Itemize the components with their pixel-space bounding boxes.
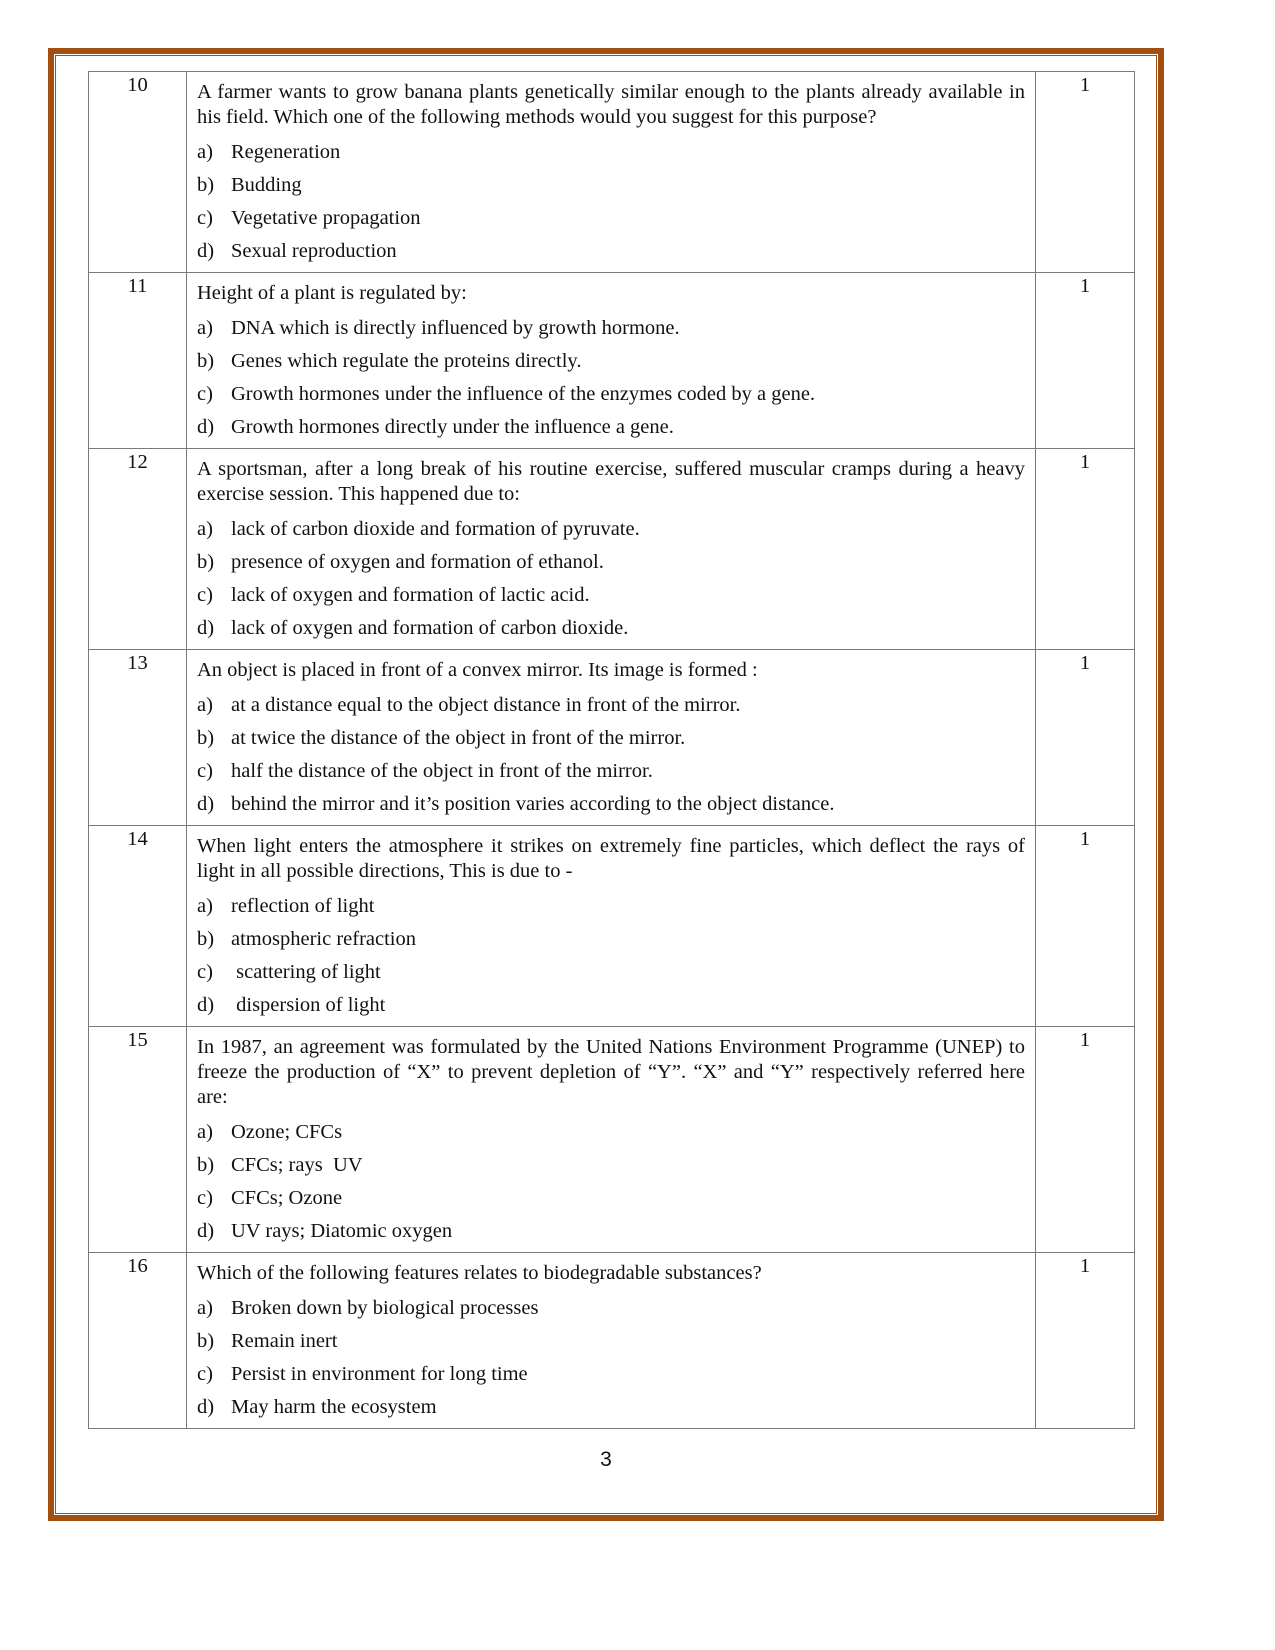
answer-option [197,169,1025,202]
answer-option [197,1215,1025,1248]
answer-option [197,411,1025,444]
question-number: 11 [89,273,187,449]
answer-option [197,546,1025,579]
answer-option [197,788,1025,821]
option-text: lack of oxygen and formation of carbon dioxide. [231,617,629,639]
question-number: 15 [89,1027,187,1253]
option-letter: d) [197,240,215,262]
answer-option [197,1325,1025,1358]
option-text: Broken down by biological processes [231,1297,539,1319]
option-letter: a) [197,1121,213,1143]
question-row [89,650,1135,826]
answer-option [197,1116,1025,1149]
question-number: 10 [89,72,187,273]
question-text: A farmer wants to grow banana plants genetically similar enough to the plants already available in his field. Which one of the following methods would you suggest for this purpose? [197,81,1025,128]
question-marks: 1 [1036,826,1135,1027]
option-letter: c) [197,1187,213,1209]
option-text: at twice the distance of the object in front of the mirror. [231,727,686,749]
question-row [89,826,1135,1027]
option-text: Regeneration [231,141,341,163]
question-row [89,1253,1135,1429]
answer-option [197,989,1025,1022]
option-letter: b) [197,174,215,196]
answer-option [197,235,1025,268]
answer-option [197,202,1025,235]
option-letter: c) [197,1363,213,1385]
option-text: Remain inert [231,1330,338,1352]
option-letter: b) [197,1154,215,1176]
option-text: Vegetative propagation [231,207,421,229]
option-text: lack of oxygen and formation of lactic acid. [231,584,590,606]
question-marks: 1 [1036,1253,1135,1429]
answer-option [197,923,1025,956]
option-text: atmospheric refraction [231,928,416,950]
option-letter: a) [197,317,213,339]
answer-option [197,722,1025,755]
question-table [88,71,1135,1429]
question-text: When light enters the atmosphere it strikes on extremely fine particles, which deflect the rays of light in all possible directions, This is due to - [197,835,1025,882]
option-letter: d) [197,994,215,1016]
option-letter: d) [197,1220,215,1242]
question-number: 14 [89,826,187,1027]
option-text: CFCs; rays UV [231,1154,363,1176]
option-letter: c) [197,584,213,606]
option-letter: d) [197,793,215,815]
answer-option [197,1391,1025,1424]
option-text: Growth hormones directly under the influence a gene. [231,416,674,438]
option-letter: c) [197,207,213,229]
option-text: reflection of light [231,895,375,917]
answer-option [197,1182,1025,1215]
answer-option [197,956,1025,989]
question-body [187,1027,1036,1253]
option-text: behind the mirror and it’s position varies according to the object distance. [231,793,835,815]
page-number: 3 [600,1448,612,1471]
option-text: Persist in environment for long time [231,1363,528,1385]
answer-option [197,345,1025,378]
question-marks: 1 [1036,72,1135,273]
option-letter: b) [197,551,215,573]
question-text: Height of a plant is regulated by: [197,282,467,304]
answer-option [197,755,1025,788]
question-marks: 1 [1036,1027,1135,1253]
question-marks: 1 [1036,273,1135,449]
option-letter: b) [197,727,215,749]
answer-option [197,612,1025,645]
answer-option [197,1358,1025,1391]
option-letter: d) [197,617,215,639]
option-text: lack of carbon dioxide and formation of pyruvate. [231,518,640,540]
option-text: at a distance equal to the object distance in front of the mirror. [231,694,741,716]
option-text: half the distance of the object in front of the mirror. [231,760,653,782]
answer-option [197,136,1025,169]
question-row [89,273,1135,449]
option-text: presence of oxygen and formation of ethanol. [231,551,604,573]
option-letter: b) [197,1330,215,1352]
answer-option [197,378,1025,411]
option-text: UV rays; Diatomic oxygen [231,1220,453,1242]
question-body [187,72,1036,273]
question-body [187,650,1036,826]
question-body [187,826,1036,1027]
question-text: Which of the following features relates to biodegradable substances? [197,1262,762,1284]
question-text: A sportsman, after a long break of his routine exercise, suffered muscular cramps during a heavy exercise session. This happened due to: [197,458,1025,505]
question-marks: 1 [1036,650,1135,826]
question-row [89,72,1135,273]
option-letter: c) [197,961,213,983]
option-letter: d) [197,1396,215,1418]
option-letter: a) [197,694,213,716]
question-text: An object is placed in front of a convex mirror. Its image is formed : [197,659,758,681]
option-text: Growth hormones under the influence of the enzymes coded by a gene. [231,383,816,405]
option-text: Sexual reproduction [231,240,397,262]
option-text: Budding [231,174,302,196]
option-text: Genes which regulate the proteins directly. [231,350,582,372]
option-text: CFCs; Ozone [231,1187,343,1209]
option-letter: a) [197,141,213,163]
option-letter: a) [197,895,213,917]
answer-option [197,890,1025,923]
option-text: DNA which is directly influenced by growth hormone. [231,317,680,339]
question-number: 12 [89,449,187,650]
option-letter: a) [197,518,213,540]
answer-option [197,579,1025,612]
answer-option [197,689,1025,722]
option-letter: a) [197,1297,213,1319]
question-body [187,449,1036,650]
question-marks: 1 [1036,449,1135,650]
question-row [89,449,1135,650]
question-body [187,1253,1036,1429]
option-letter: b) [197,928,215,950]
answer-option [197,1149,1025,1182]
option-text: Ozone; CFCs [231,1121,343,1143]
answer-option [197,1292,1025,1325]
option-letter: b) [197,350,215,372]
option-letter: d) [197,416,215,438]
question-number: 16 [89,1253,187,1429]
question-text: In 1987, an agreement was formulated by the United Nations Environment Programme (UNEP) to freeze the production of “X” to prevent depletion of “Y”. “X” and “Y” respectively referred here are: [197,1036,1025,1108]
question-number: 13 [89,650,187,826]
option-text: dispersion of light [231,994,386,1016]
option-letter: c) [197,760,213,782]
answer-option [197,312,1025,345]
option-letter: c) [197,383,213,405]
option-text: scattering of light [231,961,381,983]
answer-option [197,513,1025,546]
question-row [89,1027,1135,1253]
option-text: May harm the ecosystem [231,1396,437,1418]
question-body [187,273,1036,449]
